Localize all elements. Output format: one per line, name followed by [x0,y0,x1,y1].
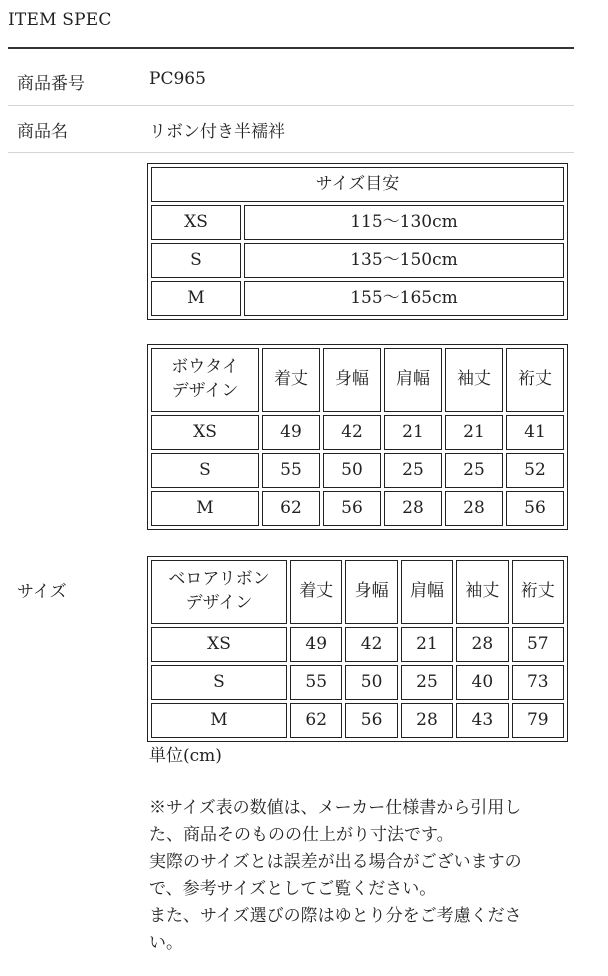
velour-ribbon-measurement-table [147,556,568,742]
note-line: 実際のサイズとは誤差が出る場合がございますの [149,852,522,872]
size-cell: M [151,281,241,316]
column-header: 裄丈 [512,560,564,624]
value-cell: 49 [262,415,320,450]
value-cell: 42 [323,415,381,450]
size-guide-table [147,163,568,320]
product-number-value: PC965 [149,69,206,89]
note-line: で、参考サイズとしてご覧ください。 [149,879,437,899]
value-cell: 41 [506,415,564,450]
table-row [151,415,564,450]
row-divider [8,105,574,106]
value-cell: 28 [401,703,453,738]
note-line: ※サイズ表の数値は、メーカー仕様書から引用し [149,798,522,818]
column-header: 肩幅 [384,348,442,412]
size-cell: M [151,491,259,526]
value-cell: 56 [323,491,381,526]
value-cell: 21 [384,415,442,450]
size-cell: M [151,703,287,738]
table-row [151,281,564,316]
value-cell: 79 [512,703,564,738]
height-range-cell: 115〜130cm [244,205,564,240]
size-cell: S [151,453,259,488]
bowtie-measurement-table [147,344,568,530]
column-header: 袖丈 [456,560,508,624]
size-cell: S [151,665,287,700]
column-header: 着丈 [262,348,320,412]
design-title-line: デザイン [171,381,239,401]
size-note [149,795,564,957]
column-header: 裄丈 [506,348,564,412]
value-cell: 21 [401,627,453,662]
size-cell: S [151,243,241,278]
value-cell: 73 [512,665,564,700]
value-cell: 43 [456,703,508,738]
section-title: ITEM SPEC [8,10,112,30]
value-cell: 28 [456,627,508,662]
height-range-cell: 155〜165cm [244,281,564,316]
value-cell: 55 [290,665,342,700]
column-header: 袖丈 [445,348,503,412]
value-cell: 49 [290,627,342,662]
design-title-cell [151,560,287,624]
table-row [151,491,564,526]
size-cell: XS [151,415,259,450]
table-row [151,205,564,240]
value-cell: 25 [384,453,442,488]
value-cell: 62 [262,491,320,526]
product-name-value: リボン付き半襦袢 [149,122,285,142]
column-header: 身幅 [323,348,381,412]
column-header: 身幅 [345,560,397,624]
value-cell: 21 [445,415,503,450]
row-divider [8,152,574,153]
value-cell: 42 [345,627,397,662]
column-header: 肩幅 [401,560,453,624]
value-cell: 50 [345,665,397,700]
table-row [151,243,564,278]
value-cell: 40 [456,665,508,700]
value-cell: 57 [512,627,564,662]
table-header-row [151,348,564,412]
unit-label: 単位(cm) [149,746,222,766]
product-number-label: 商品番号 [17,74,85,94]
size-cell: XS [151,205,241,240]
value-cell: 52 [506,453,564,488]
size-label: サイズ [17,582,67,602]
value-cell: 56 [345,703,397,738]
section-divider [8,47,574,49]
table-row [151,453,564,488]
product-name-label: 商品名 [17,122,68,142]
table-row [151,627,564,662]
note-line: また、サイズ選びの際はゆとり分をご考慮くださ [149,906,522,926]
value-cell: 55 [262,453,320,488]
value-cell: 28 [445,491,503,526]
design-title-line: ベロアリボン [168,569,270,590]
value-cell: 56 [506,491,564,526]
size-cell: XS [151,627,287,662]
value-cell: 62 [290,703,342,738]
note-line: い。 [149,933,183,953]
design-title-line: デザイン [185,593,253,613]
value-cell: 25 [445,453,503,488]
value-cell: 28 [384,491,442,526]
table-row [151,703,564,738]
value-cell: 50 [323,453,381,488]
note-line: た、商品そのものの仕上がり寸法です。 [149,825,454,845]
value-cell: 25 [401,665,453,700]
design-title-cell [151,348,259,412]
column-header: 着丈 [290,560,342,624]
design-title-line: ボウタイ [171,357,239,378]
size-guide-header: サイズ目安 [151,167,564,202]
table-header-row [151,560,564,624]
table-row [151,665,564,700]
height-range-cell: 135〜150cm [244,243,564,278]
